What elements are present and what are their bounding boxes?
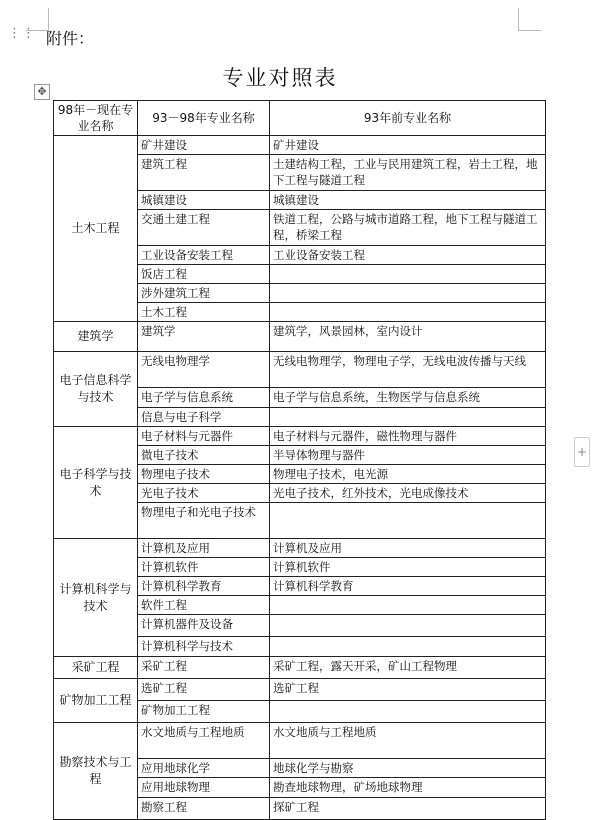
table-row	[54, 427, 546, 446]
major-pre-93-cell: 电子材料与元器件，磁性物理与器件	[270, 427, 546, 446]
column-header: 93年前专业名称	[270, 101, 546, 136]
paragraph-drag-handle-icon[interactable]: ⋮⋮	[8, 26, 36, 41]
major-93-98-cell: 计算机器件及设备	[138, 615, 270, 637]
page-title: 专业对照表	[222, 66, 338, 90]
major-pre-93-cell: 建筑学，风景园林，室内设计	[270, 322, 546, 352]
major-pre-93-cell	[270, 408, 546, 427]
column-header: 93－98年专业名称	[138, 101, 270, 136]
major-pre-93-cell: 勘查地球物理，矿场地球物理	[270, 778, 546, 798]
major-pre-93-cell: 地球化学与勘察	[270, 759, 546, 778]
major-93-98-cell: 选矿工程	[138, 679, 270, 701]
current-major-cell: 采矿工程	[54, 657, 138, 679]
major-pre-93-cell: 探矿工程	[270, 798, 546, 820]
major-pre-93-cell: 矿井建设	[270, 136, 546, 155]
major-pre-93-cell: 计算机软件	[270, 558, 546, 577]
major-pre-93-cell	[270, 284, 546, 303]
major-93-98-cell: 软件工程	[138, 596, 270, 615]
major-pre-93-cell: 计算机及应用	[270, 539, 546, 558]
major-pre-93-cell: 铁道工程，公路与城市道路工程，地下工程与隧道工程，桥梁工程	[270, 210, 546, 246]
major-pre-93-cell: 采矿工程，露天开采，矿山工程物理	[270, 657, 546, 679]
major-93-98-cell: 城镇建设	[138, 191, 270, 210]
major-pre-93-cell: 半导体物理与器件	[270, 446, 546, 465]
major-pre-93-cell: 计算机科学教育	[270, 577, 546, 596]
major-pre-93-cell: 物理电子技术，电光源	[270, 465, 546, 484]
table-row	[54, 723, 546, 759]
major-93-98-cell: 应用地球化学	[138, 759, 270, 778]
current-major-cell: 电子信息科学与技术	[54, 352, 138, 427]
major-93-98-cell: 采矿工程	[138, 657, 270, 679]
major-pre-93-cell	[270, 265, 546, 284]
major-93-98-cell: 计算机软件	[138, 558, 270, 577]
major-93-98-cell: 矿井建设	[138, 136, 270, 155]
page-corner-mark-right	[518, 8, 541, 31]
table-row	[54, 657, 546, 679]
major-pre-93-cell	[270, 615, 546, 637]
major-pre-93-cell	[270, 303, 546, 322]
major-93-98-cell: 饭店工程	[138, 265, 270, 284]
major-93-98-cell: 物理电子技术	[138, 465, 270, 484]
current-major-cell: 计算机科学与技术	[54, 539, 138, 657]
major-pre-93-cell	[270, 637, 546, 657]
major-pre-93-cell: 电子学与信息系统，生物医学与信息系统	[270, 388, 546, 408]
table-row	[54, 539, 546, 558]
major-93-98-cell: 计算机科学与技术	[138, 637, 270, 657]
attachment-label: 附件：	[46, 29, 95, 48]
major-pre-93-cell: 土建结构工程，工业与民用建筑工程，岩土工程，地下工程与隧道工程	[270, 155, 546, 191]
add-column-button[interactable]: +	[574, 437, 590, 467]
major-pre-93-cell: 选矿工程	[270, 679, 546, 701]
table-header-row	[54, 101, 546, 136]
major-93-98-cell: 勘察工程	[138, 798, 270, 820]
major-93-98-cell: 信息与电子科学	[138, 408, 270, 427]
current-major-cell: 勘察技术与工程	[54, 723, 138, 820]
table-row	[54, 136, 546, 155]
major-93-98-cell: 无线电物理学	[138, 352, 270, 388]
major-pre-93-cell: 工业设备安装工程	[270, 246, 546, 265]
major-93-98-cell: 应用地球物理	[138, 778, 270, 798]
major-93-98-cell: 建筑学	[138, 322, 270, 352]
current-major-cell: 建筑学	[54, 322, 138, 352]
major-93-98-cell: 计算机及应用	[138, 539, 270, 558]
major-pre-93-cell: 水文地质与工程地质	[270, 723, 546, 759]
major-93-98-cell: 建筑工程	[138, 155, 270, 191]
current-major-cell: 电子科学与技术	[54, 427, 138, 539]
major-pre-93-cell: 光电子技术，红外技术，光电成像技术	[270, 484, 546, 503]
column-header: 98年－现在专业名称	[54, 101, 138, 136]
major-93-98-cell: 土木工程	[138, 303, 270, 322]
major-pre-93-cell	[270, 701, 546, 723]
table-row	[54, 322, 546, 352]
major-93-98-cell: 工业设备安装工程	[138, 246, 270, 265]
current-major-cell: 土木工程	[54, 136, 138, 322]
major-93-98-cell: 计算机科学教育	[138, 577, 270, 596]
major-93-98-cell: 矿物加工工程	[138, 701, 270, 723]
table-move-handle-icon[interactable]: ✥	[34, 84, 50, 100]
current-major-cell: 矿物加工工程	[54, 679, 138, 723]
major-93-98-cell: 交通土建工程	[138, 210, 270, 246]
table-row	[54, 352, 546, 388]
major-pre-93-cell: 城镇建设	[270, 191, 546, 210]
major-93-98-cell: 物理电子和光电子技术	[138, 503, 270, 539]
major-pre-93-cell	[270, 503, 546, 539]
major-93-98-cell: 电子学与信息系统	[138, 388, 270, 408]
major-pre-93-cell	[270, 596, 546, 615]
major-93-98-cell: 涉外建筑工程	[138, 284, 270, 303]
major-93-98-cell: 水文地质与工程地质	[138, 723, 270, 759]
major-comparison-table	[53, 100, 546, 820]
major-pre-93-cell: 无线电物理学，物理电子学，无线电波传播与天线	[270, 352, 546, 388]
major-93-98-cell: 光电子技术	[138, 484, 270, 503]
major-93-98-cell: 微电子技术	[138, 446, 270, 465]
table-row	[54, 679, 546, 701]
major-93-98-cell: 电子材料与元器件	[138, 427, 270, 446]
